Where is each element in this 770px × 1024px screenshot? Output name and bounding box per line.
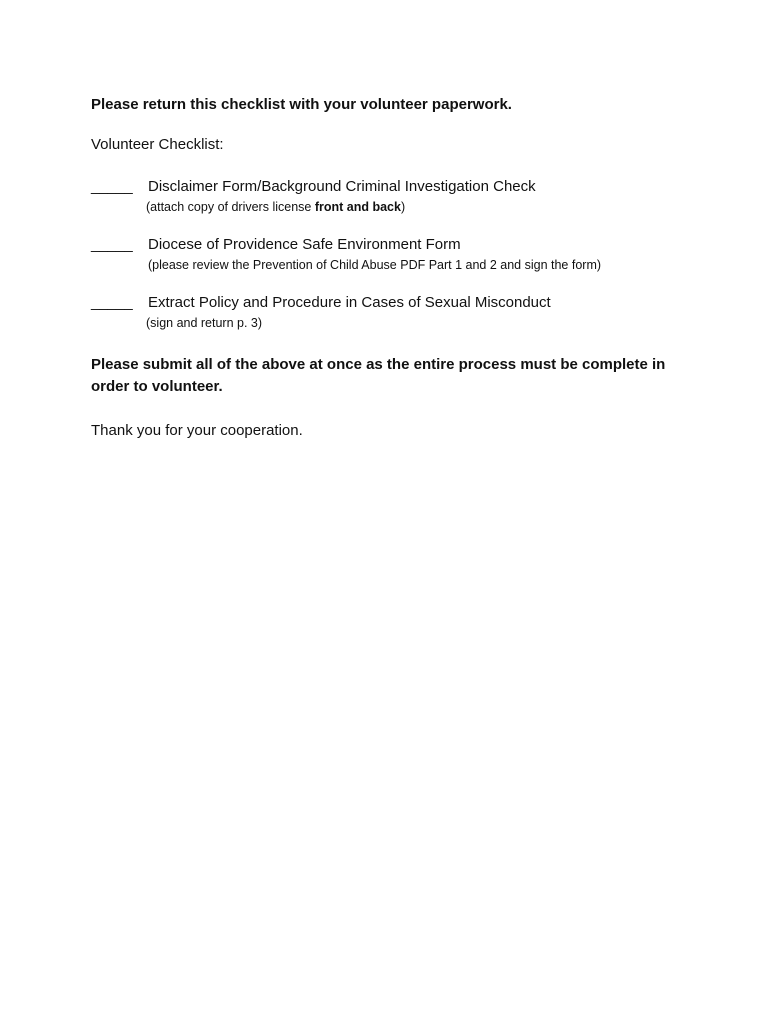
thanks-text: Thank you for your cooperation. (91, 422, 303, 439)
checklist-item-line (91, 176, 691, 198)
note-bold: front and back (314, 200, 401, 214)
checklist-item-misconduct-policy (91, 292, 691, 332)
note-suffix: ) (400, 200, 406, 214)
closing-instruction: Please submit all of the above at once as the entire process must be complete in order to volunteer. (91, 356, 666, 395)
checklist-title: Volunteer Checklist: (91, 136, 224, 153)
checkbox-blank-line: _____ (91, 178, 133, 195)
checklist-item-line (91, 234, 691, 256)
document-content (91, 94, 691, 442)
checklist-item-safe-environment (91, 234, 691, 274)
checklist-item-line (91, 292, 691, 314)
checklist-item-disclaimer (91, 176, 691, 216)
checklist-item-title: Disclaimer Form/Background Criminal Investigation Check (148, 178, 536, 195)
intro-text: Please return this checklist with your volunteer paperwork. (91, 96, 512, 113)
note-prefix: (attach copy of drivers license (146, 200, 315, 214)
checkbox-blank-line: _____ (91, 236, 133, 253)
checklist-item-note (146, 198, 691, 216)
checklist-item-note: (sign and return p. 3) (146, 316, 263, 330)
checklist-item-title: Extract Policy and Procedure in Cases of Sexual Misconduct (148, 294, 551, 311)
checklist-item-title: Diocese of Providence Safe Environment Form (148, 236, 461, 253)
checkbox-blank-line: _____ (91, 294, 133, 311)
checklist-item-note: (please review the Prevention of Child Abuse PDF Part 1 and 2 and sign the form) (148, 258, 602, 272)
